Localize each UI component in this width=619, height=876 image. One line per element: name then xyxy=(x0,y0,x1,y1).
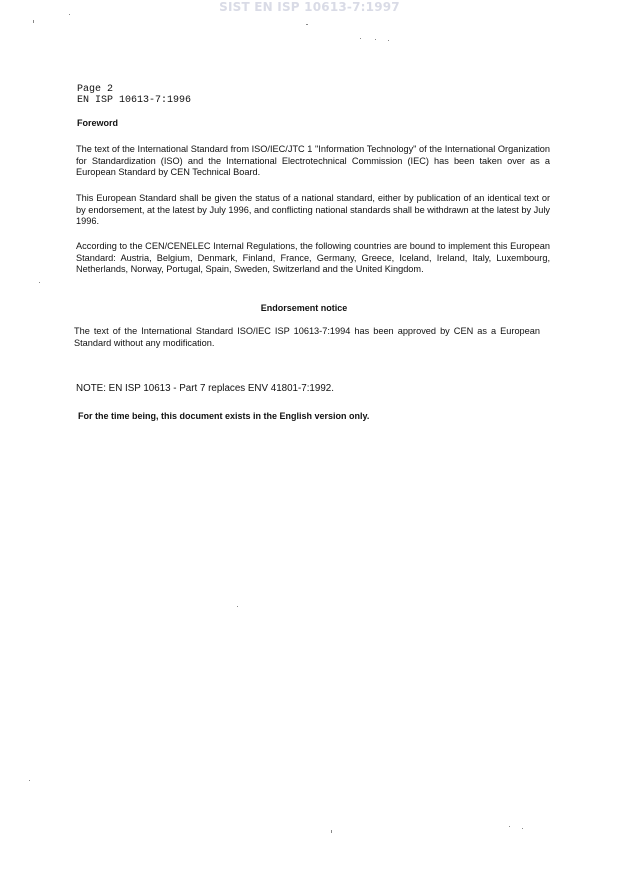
foreword-paragraph-3: According to the CEN/CENELEC Internal Regulations, the following countries are bound to implement this European Standard: Austria, Belgium, Denmark, Finland, France, Germany, Greece, Iceland, Ireland, Italy, Luxembourg, Netherlands, Norway, Portugal, Spain, Sweden, Switzerland and the United Kingdom. xyxy=(76,241,550,274)
replacement-note: NOTE: EN ISP 10613 - Part 7 replaces ENV 41801-7:1992. xyxy=(76,383,334,394)
scan-speck xyxy=(375,39,376,40)
scan-speck xyxy=(39,282,40,283)
scan-speck xyxy=(388,40,389,41)
scan-speck xyxy=(509,826,510,827)
endorsement-text: The text of the International Standard ISO/IEC ISP 10613-7:1994 has been approved by CEN as a European Standard without any modification. xyxy=(74,326,540,348)
foreword-heading: Foreword xyxy=(77,118,119,128)
scan-speck xyxy=(522,828,523,829)
scan-speck xyxy=(69,14,70,15)
foreword-paragraph-2: This European Standard shall be given the status of a national standard, either by publication of an identical text or by endorsement, at the latest by July 1996, and conflicting national standards shall be withdrawn at the latest by July 1996. xyxy=(76,193,550,226)
watermark: SIST EN ISP 10613-7:1997 xyxy=(219,0,400,14)
scan-speck xyxy=(331,830,332,833)
foreword-paragraph-1: The text of the International Standard from ISO/IEC/JTC 1 "Information Technology" of the International Organization for Standardization (ISO) and the International Electrotechnical Commission (IEC) has been taken over as a European Standard by CEN Technical Board. xyxy=(76,144,550,177)
endorsement-heading: Endorsement notice xyxy=(260,303,348,313)
scan-speck xyxy=(360,38,361,39)
document-reference: EN ISP 10613-7:1996 xyxy=(77,95,192,106)
page-number: Page 2 xyxy=(77,84,114,95)
language-notice: For the time being, this document exists in the English version only. xyxy=(78,411,370,421)
page-header xyxy=(77,84,191,106)
scan-speck xyxy=(29,780,30,781)
scan-speck xyxy=(33,20,34,23)
scan-speck xyxy=(306,24,308,25)
scan-speck xyxy=(237,606,238,607)
